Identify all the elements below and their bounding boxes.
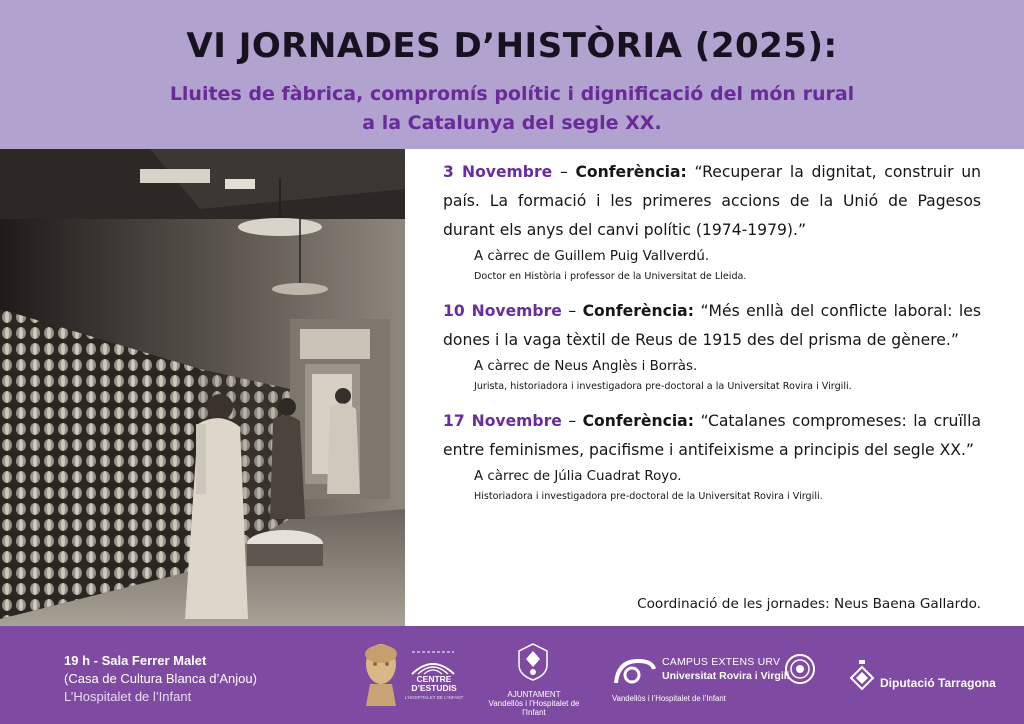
event-separator: – xyxy=(559,163,576,181)
event-heading xyxy=(443,158,981,245)
event-speaker-bio: Jurista, historiadora i investigadora pre-doctoral a la Universitat Rovira i Virgili. xyxy=(474,381,852,392)
municipal-shield-icon xyxy=(518,643,548,681)
diputacio-name: Diputació Tarragona xyxy=(880,676,996,690)
ajuntament-name xyxy=(478,690,590,717)
centre-estudis-subtitle: L’HOSPITALET DE L’INFANT xyxy=(404,695,464,700)
venue-time-room: 19 h - Sala Ferrer Malet xyxy=(64,653,207,668)
urv-campus-name: CAMPUS EXTENS URV xyxy=(662,656,781,668)
page-title: VI JORNADES D’HISTÒRIA (2025): xyxy=(186,26,838,66)
centre-name-line-2: D’ESTUDIS xyxy=(411,683,457,693)
event-date: 3 Novembre xyxy=(443,163,553,181)
coordination-credit: Coordinació de les jornades: Neus Baena Gallardo. xyxy=(637,596,981,612)
centre-estudis-name xyxy=(406,675,462,693)
event-date: 10 Novembre xyxy=(443,302,562,320)
urv-seal-icon xyxy=(784,653,816,685)
venue-building: (Casa de Cultura Blanca d’Anjou) xyxy=(64,671,257,686)
subtitle-line-1: Lluites de fàbrica, compromís polític i dignificació del món rural xyxy=(169,83,855,105)
event-item xyxy=(443,158,981,286)
ajuntament-line-2: Vandellòs i l’Hospitalet de l’Infant xyxy=(488,699,580,717)
event-type: Conferència: xyxy=(582,302,694,320)
event-heading xyxy=(443,407,981,465)
event-type: Conferència: xyxy=(575,163,687,181)
event-item xyxy=(443,407,981,506)
centre-name-line-1: CENTRE xyxy=(416,674,452,684)
page-subtitle xyxy=(140,80,884,138)
event-item xyxy=(443,297,981,396)
event-speaker: A càrrec de Neus Anglès i Borràs. xyxy=(474,359,698,374)
event-speaker: A càrrec de Júlia Cuadrat Royo. xyxy=(474,469,682,484)
event-speaker: A càrrec de Guillem Puig Vallverdú. xyxy=(474,249,710,264)
event-date: 17 Novembre xyxy=(443,412,562,430)
urv-logo-icon xyxy=(612,655,658,689)
program-list xyxy=(443,158,981,517)
event-separator: – xyxy=(568,302,583,320)
venue-town: L’Hospitalet de l’Infant xyxy=(64,689,192,704)
event-speaker-bio: Doctor en Història i professor de la Universitat de Lleida. xyxy=(474,271,747,282)
event-title: “Catalanes compromeses: la cruïlla entre feminismes, pacifisme i antifeixisme a principis del segle XX.” xyxy=(443,412,981,459)
diputacio-logo-icon xyxy=(849,660,875,694)
urv-location: Vandellòs i l’Hospitalet de l’Infant xyxy=(612,694,726,703)
urv-university-name: Universitat Rovira i Virgili xyxy=(662,670,790,682)
event-speaker-bio: Historiadora i investigadora pre-doctoral de la Universitat Rovira i Virgili. xyxy=(474,491,823,502)
event-separator: – xyxy=(568,412,583,430)
stone-bust-icon xyxy=(362,640,400,706)
header-banner xyxy=(0,0,1024,149)
event-type: Conferència: xyxy=(582,412,694,430)
factory-photo-illustration xyxy=(0,149,405,626)
subtitle-line-2: a la Catalunya del segle XX. xyxy=(362,112,662,134)
event-title: “Més enllà del conflicte laboral: les dones i la vaga tèxtil de Reus de 1915 des del prisma de gènere.” xyxy=(443,302,981,349)
event-heading xyxy=(443,297,981,355)
textile-factory-photo xyxy=(0,149,405,626)
venue-info xyxy=(64,652,257,706)
event-title: “Recuperar la dignitat, construir un país. La formació i les primeres accions de la Unió de Pagesos durant els anys del canvi polític (1974-1979).” xyxy=(443,163,982,239)
ajuntament-line-1: AJUNTAMENT xyxy=(507,690,561,699)
